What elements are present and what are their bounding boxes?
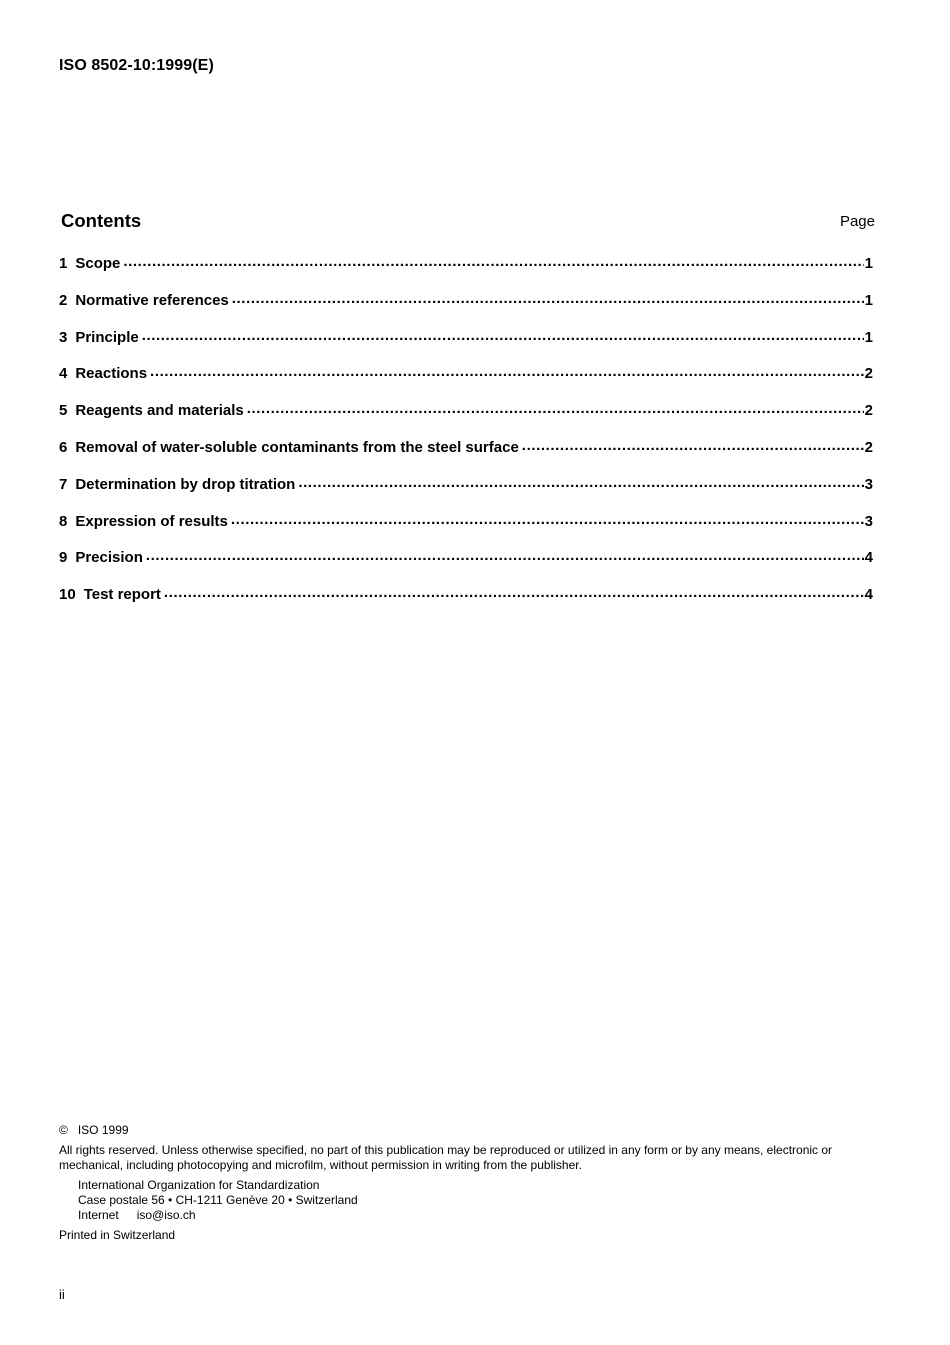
publisher-address [59,1178,879,1223]
rights-text: All rights reserved. Unless otherwise specified, no part of this publication may be reproduced or utilized in any form or by any means, electronic or mechanical, including photocopying and microfilm, without permission in writing from the publisher. [59,1143,833,1172]
toc-entry-title: Precision [75,549,143,567]
toc-entry-title: Determination by drop titration [75,475,296,493]
toc-entry-page: 1 [864,328,873,346]
toc-entry-page: 4 [864,586,873,604]
toc-entry-number: 10 [59,586,76,604]
toc-entry-page: 1 [864,255,873,272]
organization-name: International Organization for Standardization [78,1178,320,1192]
toc-entry-principle[interactable] [59,327,873,364]
toc-entry-page: 2 [864,365,873,383]
toc-entry-number: 1 [59,255,68,272]
toc-entry-title: Principle [75,328,139,346]
toc-entry-title: Normative references [75,291,229,309]
toc-entry-removal-of-contaminants[interactable] [59,437,873,474]
dot-leader [232,290,864,305]
dot-leader [142,327,864,342]
dot-leader [123,253,863,268]
postal-address: Case postale 56 • CH-1211 Genève 20 • Switzerland [78,1193,358,1207]
dot-leader [247,400,864,415]
toc-entry-page: 2 [864,402,873,420]
toc-entry-number: 5 [59,402,68,420]
toc-entry-number: 9 [59,549,68,567]
toc-entry-scope[interactable] [59,253,873,290]
toc-entry-number: 4 [59,365,68,383]
copyright-line [59,1123,879,1138]
copyright-notice: ISO 1999 [77,1123,129,1137]
toc-entry-title: Reagents and materials [75,402,244,420]
toc-entry-page: 4 [864,549,873,567]
toc-entry-reactions[interactable] [59,363,873,400]
document-id: ISO 8502-10:1999(E) [59,57,214,74]
dot-leader [164,584,864,599]
contents-title: Contents [61,210,142,231]
toc-entry-number: 6 [59,438,68,456]
dot-leader [231,511,864,526]
toc-entry-number: 7 [59,475,68,493]
dot-leader [150,363,864,378]
copyright-symbol: © [59,1123,68,1137]
page-number: ii [59,1287,65,1302]
copyright-block [59,1123,879,1243]
toc-entry-page: 3 [864,475,873,493]
dot-leader [522,437,864,452]
printed-notice: Printed in Switzerland [59,1228,176,1242]
toc-entry-title: Test report [83,586,161,604]
toc-entry-drop-titration[interactable] [59,474,873,511]
toc-entry-normative-references[interactable] [59,290,873,327]
toc-entry-title: Expression of results [75,512,228,530]
toc-entry-page: 2 [864,438,873,456]
email-link[interactable]: iso@iso.ch [136,1208,196,1222]
toc-entry-expression-of-results[interactable] [59,511,873,548]
toc-entry-title: Scope [75,255,121,272]
toc-entry-reagents-and-materials[interactable] [59,400,873,437]
page-column-label: Page [839,213,875,230]
toc-entry-test-report[interactable] [59,584,873,621]
table-of-contents [59,253,873,621]
toc-entry-number: 2 [59,291,68,309]
dot-leader [298,474,863,489]
internet-label: Internet [78,1208,119,1222]
toc-entry-page: 3 [864,512,873,530]
toc-entry-number: 8 [59,512,68,530]
toc-entry-title: Removal of water-soluble contaminants from the steel surface [75,438,519,456]
toc-entry-precision[interactable] [59,547,873,584]
dot-leader [146,547,864,562]
toc-entry-number: 3 [59,328,68,346]
toc-entry-title: Reactions [75,365,148,383]
internet-row [78,1208,879,1223]
toc-entry-page: 1 [864,291,873,309]
